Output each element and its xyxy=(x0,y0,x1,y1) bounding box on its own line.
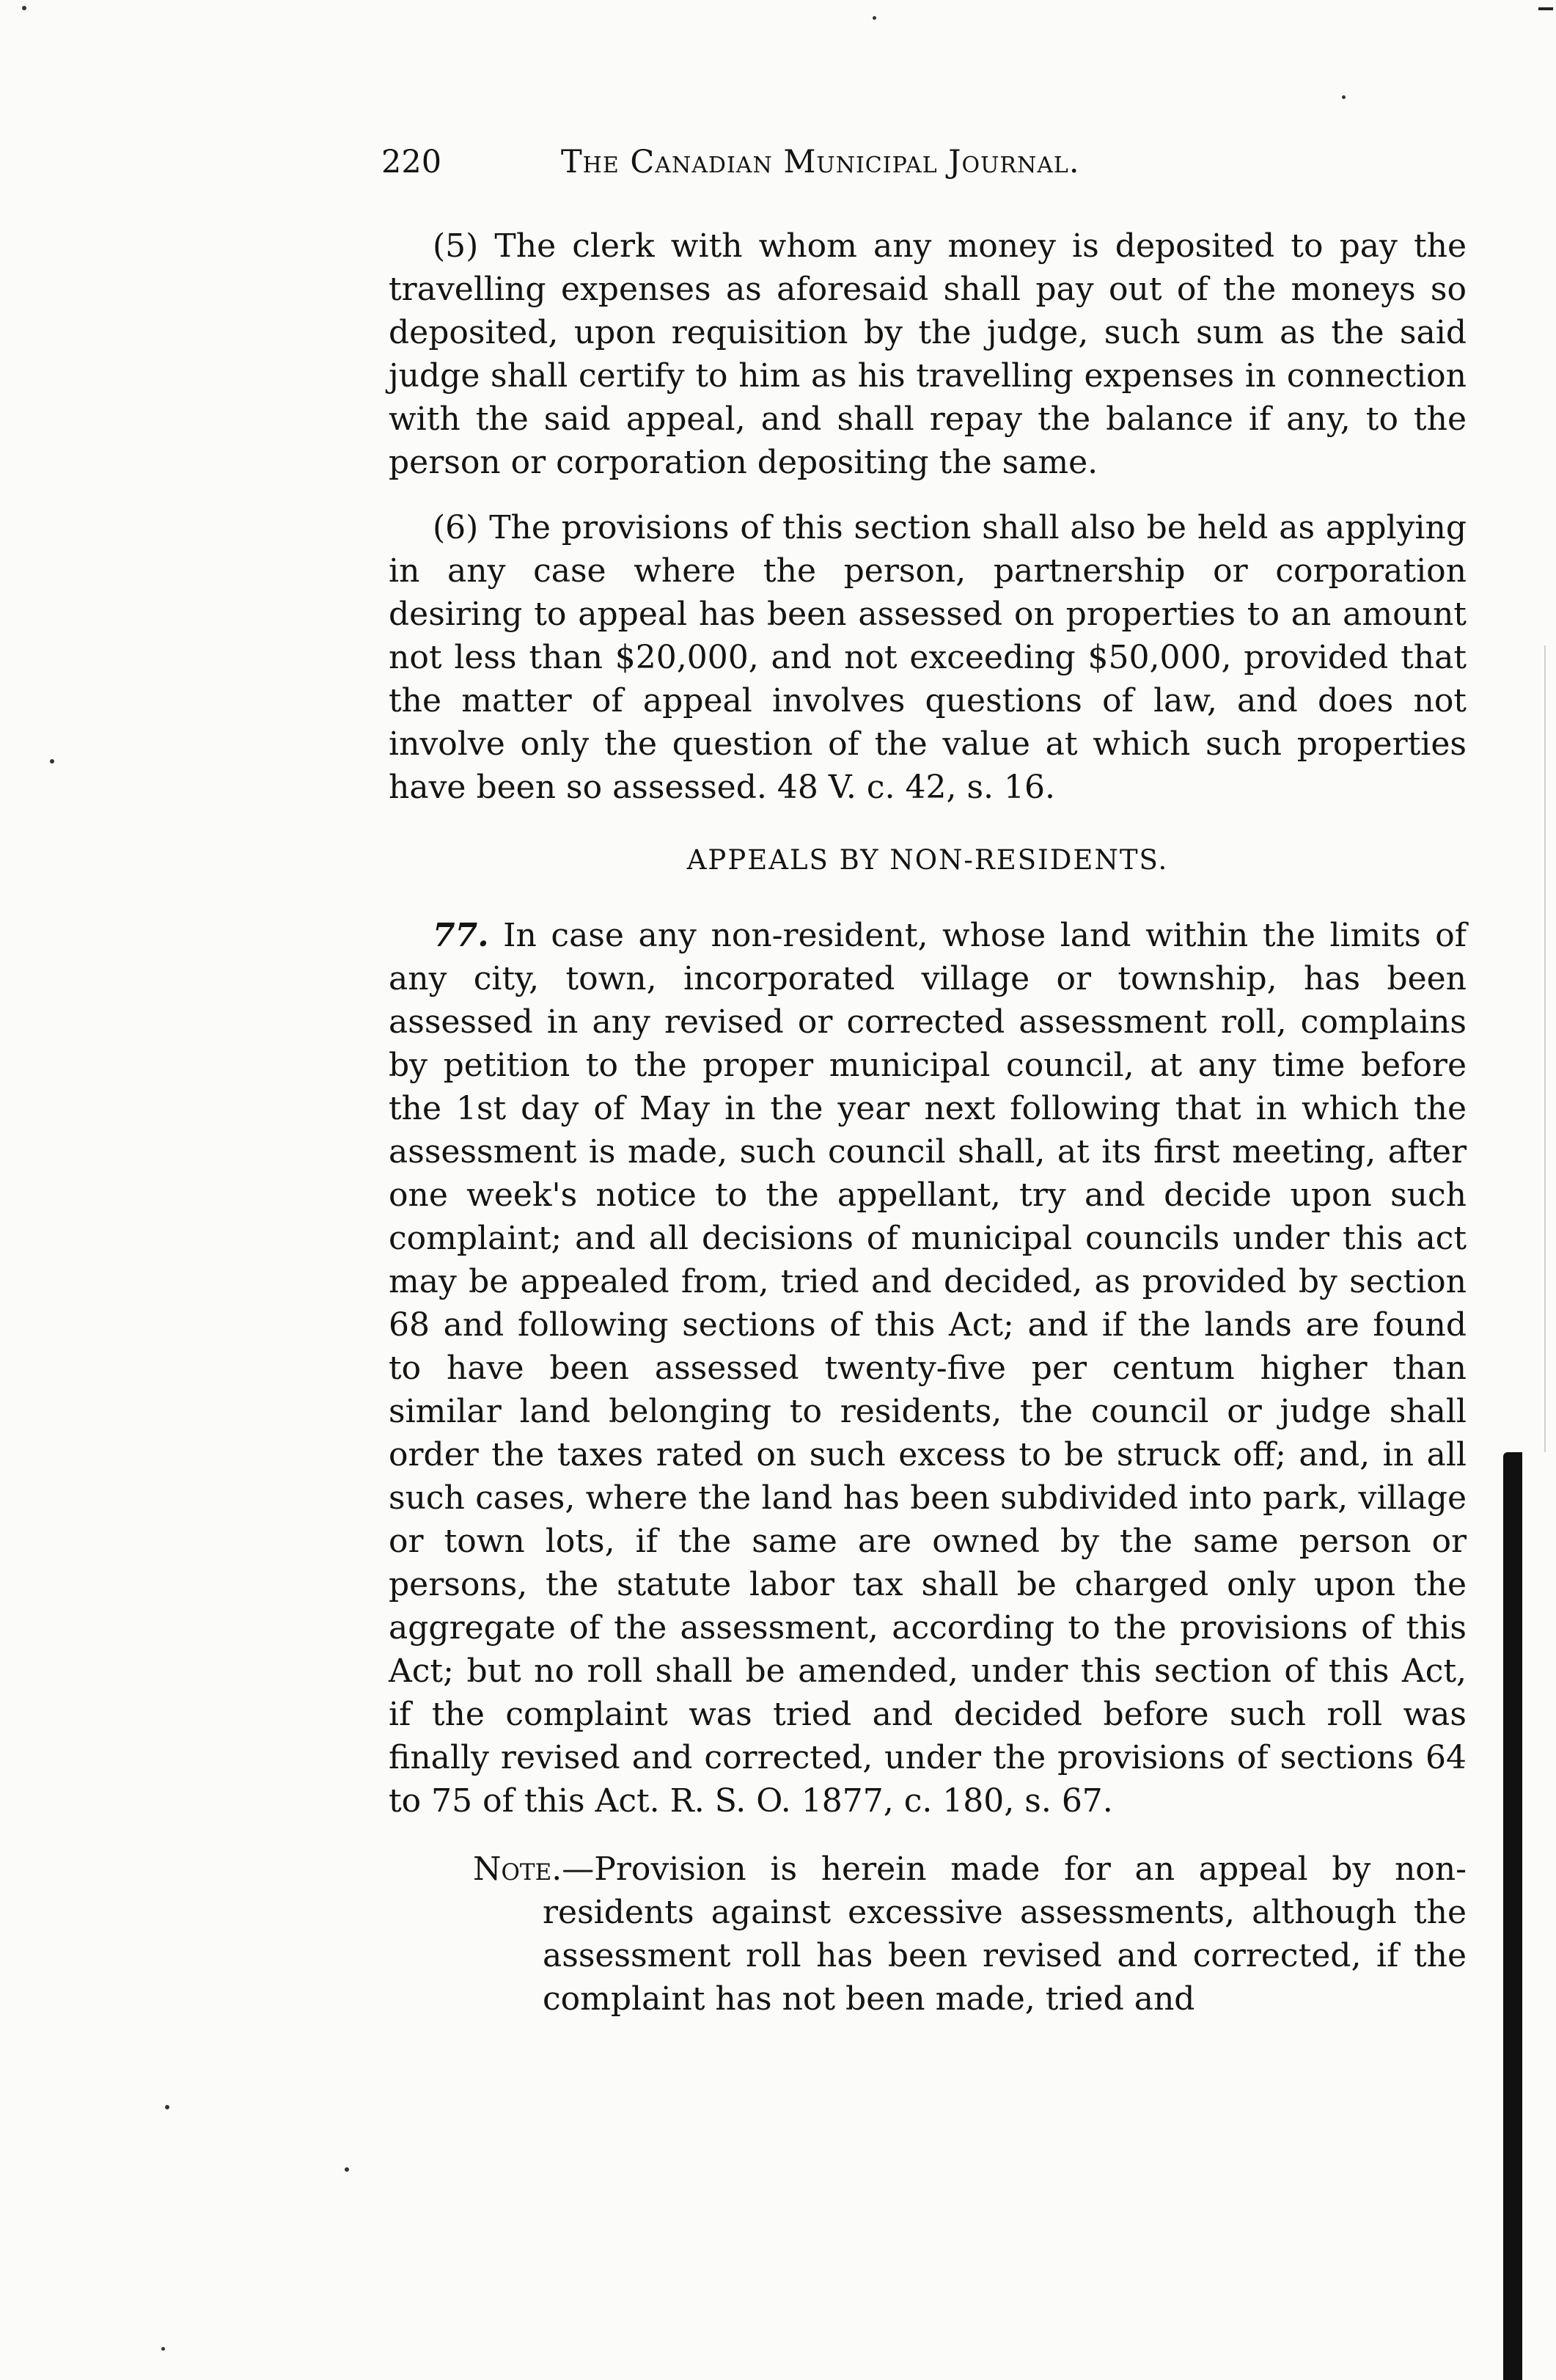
section-77-text: In case any non-resident, whose land within the limits of any city, town, incorporated village or township, has been assessed in any revised or corrected assessment roll, complains by petition to the proper municipal council, at any time before the 1st day of May in the year next following that in which the assessment is made, such council shall, at its first meeting, after one week's notice to the appellant, try and decide upon such complaint; and all decisions of municipal councils under this act may be appealed from, tried and decided, as provided by section 68 and following sections of this Act; and if the lands are found to have been assessed twenty-five per centum higher than similar land belonging to residents, the council or judge shall order the taxes rated on such excess to be struck off; and, in all such cases, where the land has been subdivided into park, village or town lots, if the same are owned by the same person or persons, the statute labor tax shall be charged only upon the aggregate of the assessment, according to the provisions of this Act; but no roll shall be amended, under this section of this Act, if the complaint was tried and decided before such roll was finally revised and corrected, under the provisions of sections 64 to 75 of this Act. R. S. O. 1877, c. 180, s. 67. xyxy=(389,917,1467,1820)
running-title: The Canadian Municipal Journal. xyxy=(561,144,1080,180)
scan-speck xyxy=(873,16,876,20)
text-column xyxy=(389,224,1467,2053)
page-header xyxy=(381,136,1291,188)
section-77 xyxy=(389,914,1467,1823)
scan-speck xyxy=(22,6,26,10)
scan-speck xyxy=(161,2347,165,2351)
scan-edge-mark xyxy=(1538,7,1553,10)
page-number: 220 xyxy=(381,144,442,180)
note-text: —Provision is herein made for an appeal by non-residents against excessive assessments, although the assessment roll has been revised and corrected, if the complaint has not been made, tried and xyxy=(543,1850,1467,2018)
section-77-number: 77. xyxy=(433,917,489,954)
scan-speck xyxy=(50,759,54,764)
scan-speck xyxy=(165,2105,169,2109)
scan-binding-shadow xyxy=(1503,1452,1522,2380)
paragraph-6: (6) The provisions of this section shall also be held as applying in any case where the person, partnership or corporation desiring to appeal has been assessed on properties to an amount not less than $20,000, and not exceeding $50,000, provided that the matter of appeal involves questions of law, and does not involve only the question of the value at which such properties have been so assessed. 48 V. c. 42, s. 16. xyxy=(389,509,1467,806)
scan-speck xyxy=(1342,95,1346,99)
note-label: Note. xyxy=(473,1850,562,1888)
scan-speck xyxy=(345,2167,349,2172)
note xyxy=(473,1848,1467,2021)
paragraph-5: (5) The clerk with whom any money is deposited to pay the travelling expenses as aforesaid shall pay out of the moneys so deposited, upon requisition by the judge, such sum as the said judge shall certify to him as his travelling expenses in connection with the said appeal, and shall repay the balance if any, to the person or corporation depositing the same. xyxy=(389,227,1467,481)
section-heading: APPEALS BY NON-RESIDENTS. xyxy=(686,844,1169,876)
scan-edge-line xyxy=(1544,645,1546,1452)
